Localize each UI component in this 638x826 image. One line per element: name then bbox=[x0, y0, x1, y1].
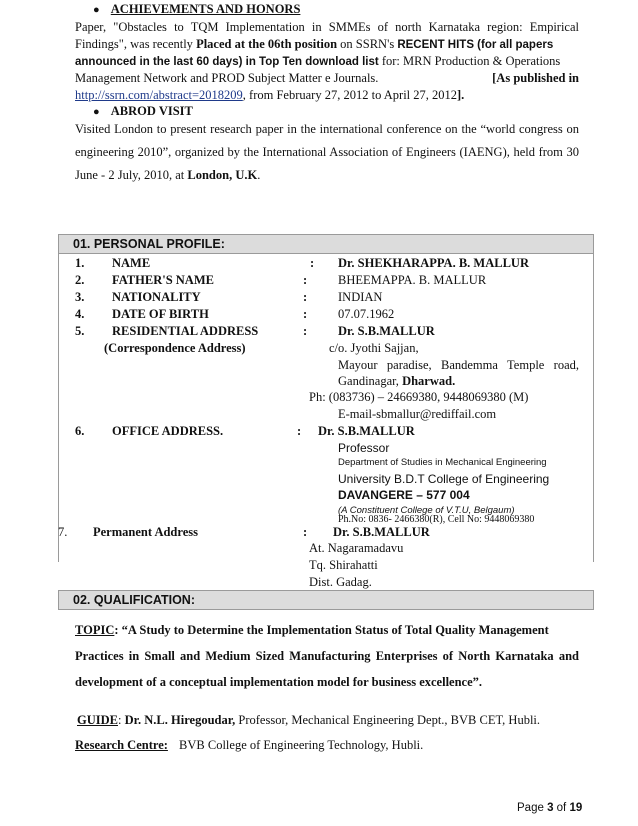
row-2-colon: : bbox=[303, 273, 308, 287]
office-line-6: Ph.No: 0836- 2466380(R), Cell No: 9448069380 bbox=[338, 514, 535, 525]
section-qualification-title: 02. QUALIFICATION: bbox=[73, 593, 195, 607]
section-personal-profile-title: 01. PERSONAL PROFILE: bbox=[73, 237, 225, 251]
achievements-line-3: announced in the last 60 days) in Top Ten download list for: MRN Production & Operations bbox=[75, 54, 561, 68]
achievements-line-2: Findings", was recently Placed at the 06th position on SSRN's RECENT HITS (for all papers bbox=[75, 37, 554, 51]
achievements-line-4: Management Network and PROD Subject Matter e Journals. [As published in bbox=[75, 71, 579, 85]
abroad-heading: ABROD VISIT bbox=[110, 104, 193, 118]
abroad-line-3: June - 2 July, 2010, at London, U.K. bbox=[75, 168, 261, 182]
row-1-num: 1. bbox=[75, 256, 85, 270]
section-right-border bbox=[593, 254, 594, 562]
row-5-label: RESIDENTIAL ADDRESS bbox=[112, 324, 259, 338]
permanent-line-3: Dist. Gadag. bbox=[309, 575, 372, 589]
bullet-icon: ● bbox=[93, 106, 100, 118]
guide-line: GUIDE: Dr. N.L. Hiregoudar, Professor, Mechanical Engineering Dept., BVB CET, Hubli. bbox=[77, 713, 541, 727]
row-5-colon: : bbox=[303, 324, 308, 338]
topic-line-1: TOPIC: “A Study to Determine the Implementation Status of Total Quality Management bbox=[75, 623, 549, 637]
row-6-num: 6. bbox=[75, 424, 85, 438]
row-7-label: Permanent Address bbox=[93, 525, 198, 539]
office-line-2: Department of Studies in Mechanical Engineering bbox=[338, 457, 547, 468]
row-2-num: 2. bbox=[75, 273, 85, 287]
row-1-value: Dr. SHEKHARAPPA. B. MALLUR bbox=[338, 256, 529, 270]
row-3-value: INDIAN bbox=[338, 290, 383, 304]
office-line-5: (A Constituent College of V.T.U, Belgaum) bbox=[338, 505, 515, 516]
topic-label: TOPIC bbox=[75, 623, 115, 637]
residential-line-2: Mayour paradise, Bandemma Temple road, bbox=[338, 358, 579, 372]
row-1-colon: : bbox=[310, 256, 315, 270]
correspondence-label: (Correspondence Address) bbox=[104, 341, 246, 355]
row-1-label: NAME bbox=[112, 256, 151, 270]
row-4-value: 07.07.1962 bbox=[338, 307, 395, 321]
permanent-line-1: At. Nagaramadavu bbox=[309, 541, 404, 555]
page-number: Page 3 of 19 bbox=[517, 802, 583, 814]
achievements-line-5: http://ssrn.com/abstract=2018209, from February 27, 2012 to April 27, 2012]. bbox=[75, 88, 465, 102]
row-7-num: 7. bbox=[58, 525, 68, 539]
row-5-num: 5. bbox=[75, 324, 85, 338]
office-line-3: University B.D.T College of Engineering bbox=[338, 472, 550, 486]
row-4-label: DATE OF BIRTH bbox=[112, 307, 209, 321]
residential-line-1: c/o. Jyothi Sajjan, bbox=[329, 341, 419, 355]
office-line-4: DAVANGERE – 577 004 bbox=[338, 488, 470, 502]
row-4-num: 4. bbox=[75, 307, 85, 321]
row-3-num: 3. bbox=[75, 290, 85, 304]
achievements-heading: ACHIEVEMENTS AND HONORS bbox=[110, 2, 301, 16]
row-7-colon: : bbox=[303, 525, 308, 539]
topic-line-2: Practices in Small and Medium Sized Manufacturing Enterprises of North Karnataka and bbox=[75, 649, 579, 663]
residential-phone: Ph: (083736) – 24669380, 9448069380 (M) bbox=[309, 390, 529, 404]
residential-email: E-mail-sbmallur@rediffail.com bbox=[338, 407, 497, 421]
section-qualification-bar bbox=[58, 590, 594, 610]
research-centre-line: Research Centre: BVB College of Engineering Technology, Hubli. bbox=[75, 738, 424, 752]
row-3-colon: : bbox=[303, 290, 308, 304]
residential-line-3: Gandinagar, Dharwad. bbox=[338, 374, 456, 388]
office-line-1: Professor bbox=[338, 441, 390, 455]
row-6-colon: : bbox=[297, 424, 302, 438]
topic-line-3: development of a conceptual implementation model for business excellence”. bbox=[75, 675, 483, 689]
row-6-label: OFFICE ADDRESS. bbox=[112, 424, 224, 438]
permanent-line-2: Tq. Shirahatti bbox=[309, 558, 378, 572]
row-3-label: NATIONALITY bbox=[112, 290, 201, 304]
bullet-icon: ● bbox=[93, 4, 100, 16]
row-2-value: BHEEMAPPA. B. MALLUR bbox=[338, 273, 487, 287]
achievements-heading-row bbox=[93, 2, 300, 17]
permanent-name: Dr. S.B.MALLUR bbox=[333, 525, 430, 539]
abroad-line-1: Visited London to present research paper in the international conference on the “world congress on bbox=[75, 122, 579, 136]
achievements-line-1: Paper, "Obstacles to TQM Implementation in SMMEs of north Karnataka region: Empirical bbox=[75, 20, 579, 34]
research-centre-label: Research Centre: bbox=[75, 738, 168, 752]
row-4-colon: : bbox=[303, 307, 308, 321]
section-left-border bbox=[58, 254, 59, 562]
ssrn-link[interactable]: http://ssrn.com/abstract=2018209 bbox=[75, 88, 243, 102]
row-2-label: FATHER'S NAME bbox=[112, 273, 214, 287]
guide-label: GUIDE bbox=[77, 713, 118, 727]
abroad-line-2: engineering 2010”, organized by the International Association of Engineers (IAENG), held from 30 bbox=[75, 145, 579, 159]
abroad-heading-row bbox=[93, 104, 193, 119]
office-name: Dr. S.B.MALLUR bbox=[318, 424, 415, 438]
section-personal-profile-bar bbox=[58, 234, 594, 254]
row-5-value: Dr. S.B.MALLUR bbox=[338, 324, 435, 338]
